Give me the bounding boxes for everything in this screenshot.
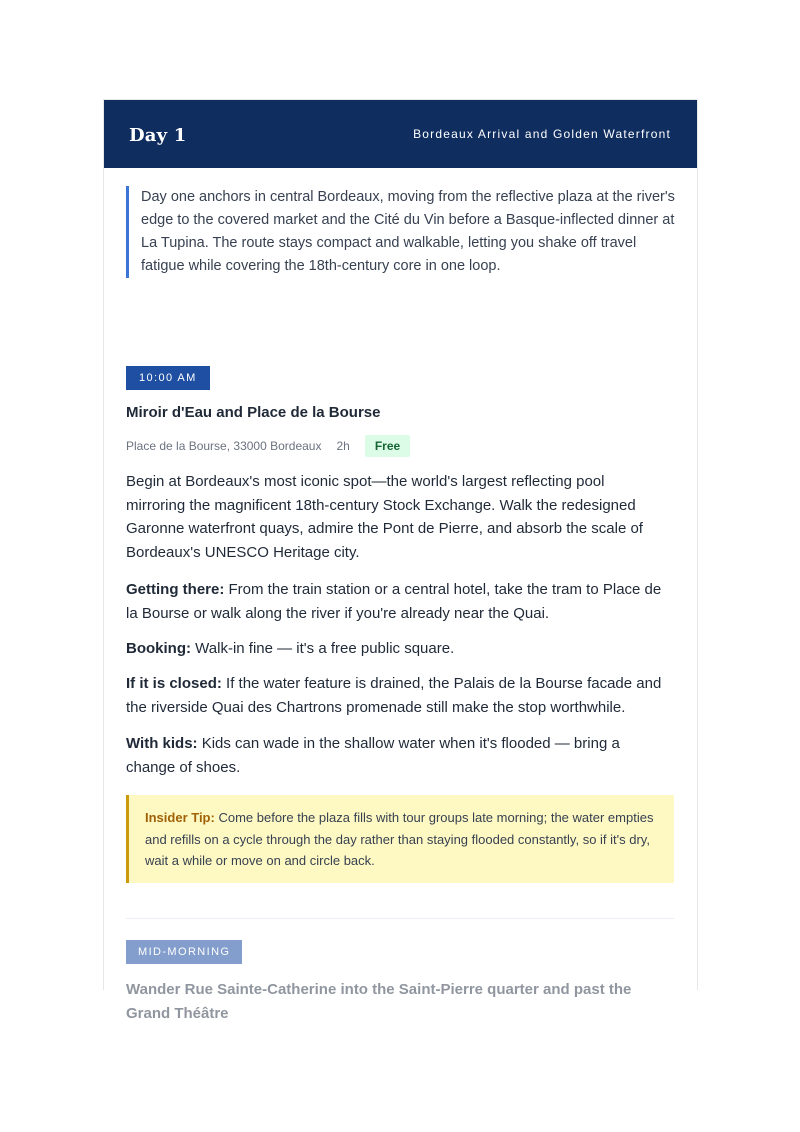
day-subtitle: Bordeaux Arrival and Golden Waterfront	[413, 127, 671, 141]
next-stop-preview	[126, 940, 674, 1026]
day-header	[104, 100, 697, 168]
getting-there	[126, 578, 671, 625]
next-stop-time-badge: MID-MORNING	[126, 940, 242, 964]
with-kids	[126, 732, 671, 779]
with-kids-label: With kids:	[126, 735, 198, 752]
insider-tip-label: Insider Tip:	[145, 810, 215, 825]
price-badge: Free	[365, 435, 410, 457]
getting-there-text: From the train station or a central hotel, take the tram to Place de la Bourse or walk along the river if you're already near the Quai.	[126, 581, 662, 622]
insider-tip	[126, 795, 674, 883]
if-closed-label: If it is closed:	[126, 675, 222, 692]
stop-title: Miroir d'Eau and Place de la Bourse	[126, 404, 381, 421]
next-stop-title: Wander Rue Sainte-Catherine into the Saint-Pierre quarter and past the Grand Théâtre	[126, 981, 632, 1022]
day-intro: Day one anchors in central Bordeaux, moving from the reflective plaza at the river's edge to the covered market and the Cité du Vin before a Basque-inflected dinner at La Tupina. The route stays compact and walkable, letting you shake off travel fatigue while covering the 18th-century core in one loop.	[126, 186, 676, 278]
booking-label: Booking:	[126, 640, 191, 657]
booking	[126, 637, 671, 661]
stop-address: Place de la Bourse, 33000 Bordeaux	[126, 439, 322, 453]
if-closed-text: If the water feature is drained, the Palais de la Bourse facade and the riverside Quai des Chartrons promenade still make the stop worthwhile.	[126, 675, 662, 716]
day-card	[103, 99, 698, 1022]
insider-tip-text: Come before the plaza fills with tour groups late morning; the water empties and refills on a cycle through the day rather than staying flooded constantly, so if it's dry, wait a while or move on and circle back.	[145, 810, 654, 868]
stop-description: Begin at Bordeaux's most iconic spot—the world's largest reflecting pool mirroring the magnificent 18th-century Stock Exchange. Walk the redesigned Garonne waterfront quays, admire the Pont de Pierre, and absorb the scale of Bordeaux's UNESCO Heritage city.	[126, 473, 643, 561]
getting-there-label: Getting there:	[126, 581, 225, 598]
section-divider	[126, 918, 674, 919]
if-closed	[126, 672, 671, 719]
booking-text: Walk-in fine — it's a free public square.	[195, 640, 455, 657]
with-kids-text: Kids can wade in the shallow water when it's flooded — bring a change of shoes.	[126, 735, 620, 776]
stop-duration: 2h	[336, 439, 350, 453]
stop-meta	[126, 435, 410, 457]
stop-time-badge: 10:00 AM	[126, 366, 210, 390]
day-title: Day 1	[129, 124, 187, 146]
